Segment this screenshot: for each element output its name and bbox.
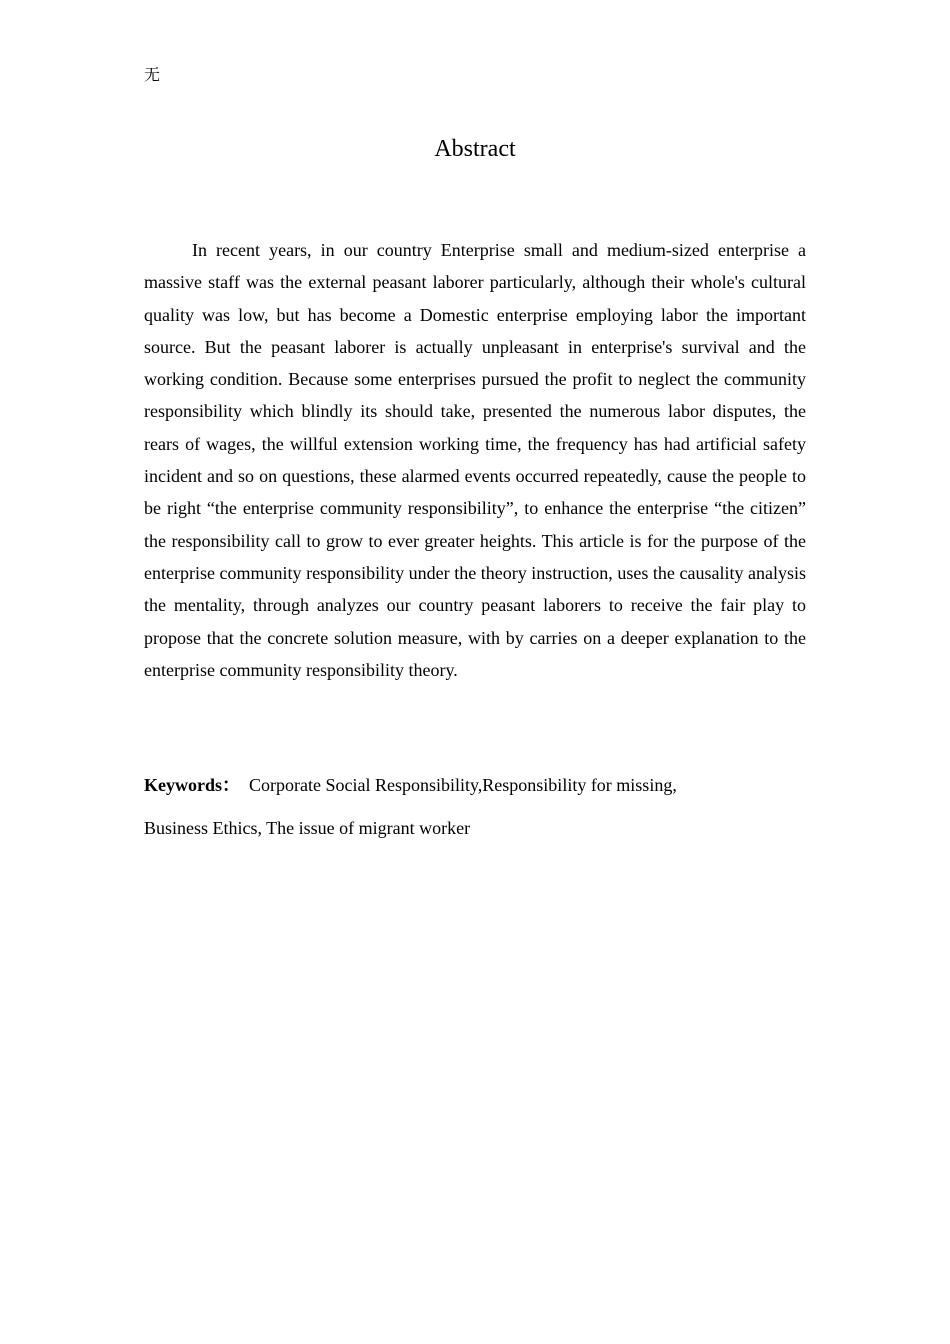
- keywords-section: [144, 764, 806, 850]
- keywords-line2: Business Ethics, The issue of migrant worker: [144, 818, 471, 838]
- abstract-body: In recent years, in our country Enterprise small and medium-sized enterprise a massive staff was the external peasant laborer particularly, although their whole's cultural quality was low, but has become a Domestic enterprise employing labor the important source. But the peasant laborer is actually unpleasant in enterprise's survival and the working condition. Because some enterprises pursued the profit to neglect the community responsibility which blindly its should take, presented the numerous labor disputes, the rears of wages, the willful extension working time, the frequency has had artificial safety incident and so on questions, these alarmed events occurred repeatedly, cause the people to be right “the enterprise community responsibility”, to enhance the enterprise “the citizen” the responsibility call to grow to ever greater heights. This article is for the purpose of the enterprise community responsibility under the theory instruction, uses the causality analysis the mentality, through analyzes our country peasant laborers to receive the fair play to propose that the concrete solution measure, with by carries on a deeper explanation to the enterprise community responsibility theory.: [144, 240, 806, 680]
- keywords-line1: Corporate Social Responsibility,Responsibility for missing,: [249, 775, 677, 795]
- header-mark: 无: [144, 67, 161, 84]
- abstract-title: Abstract: [434, 136, 516, 162]
- keywords-label: Keywords：: [144, 775, 240, 795]
